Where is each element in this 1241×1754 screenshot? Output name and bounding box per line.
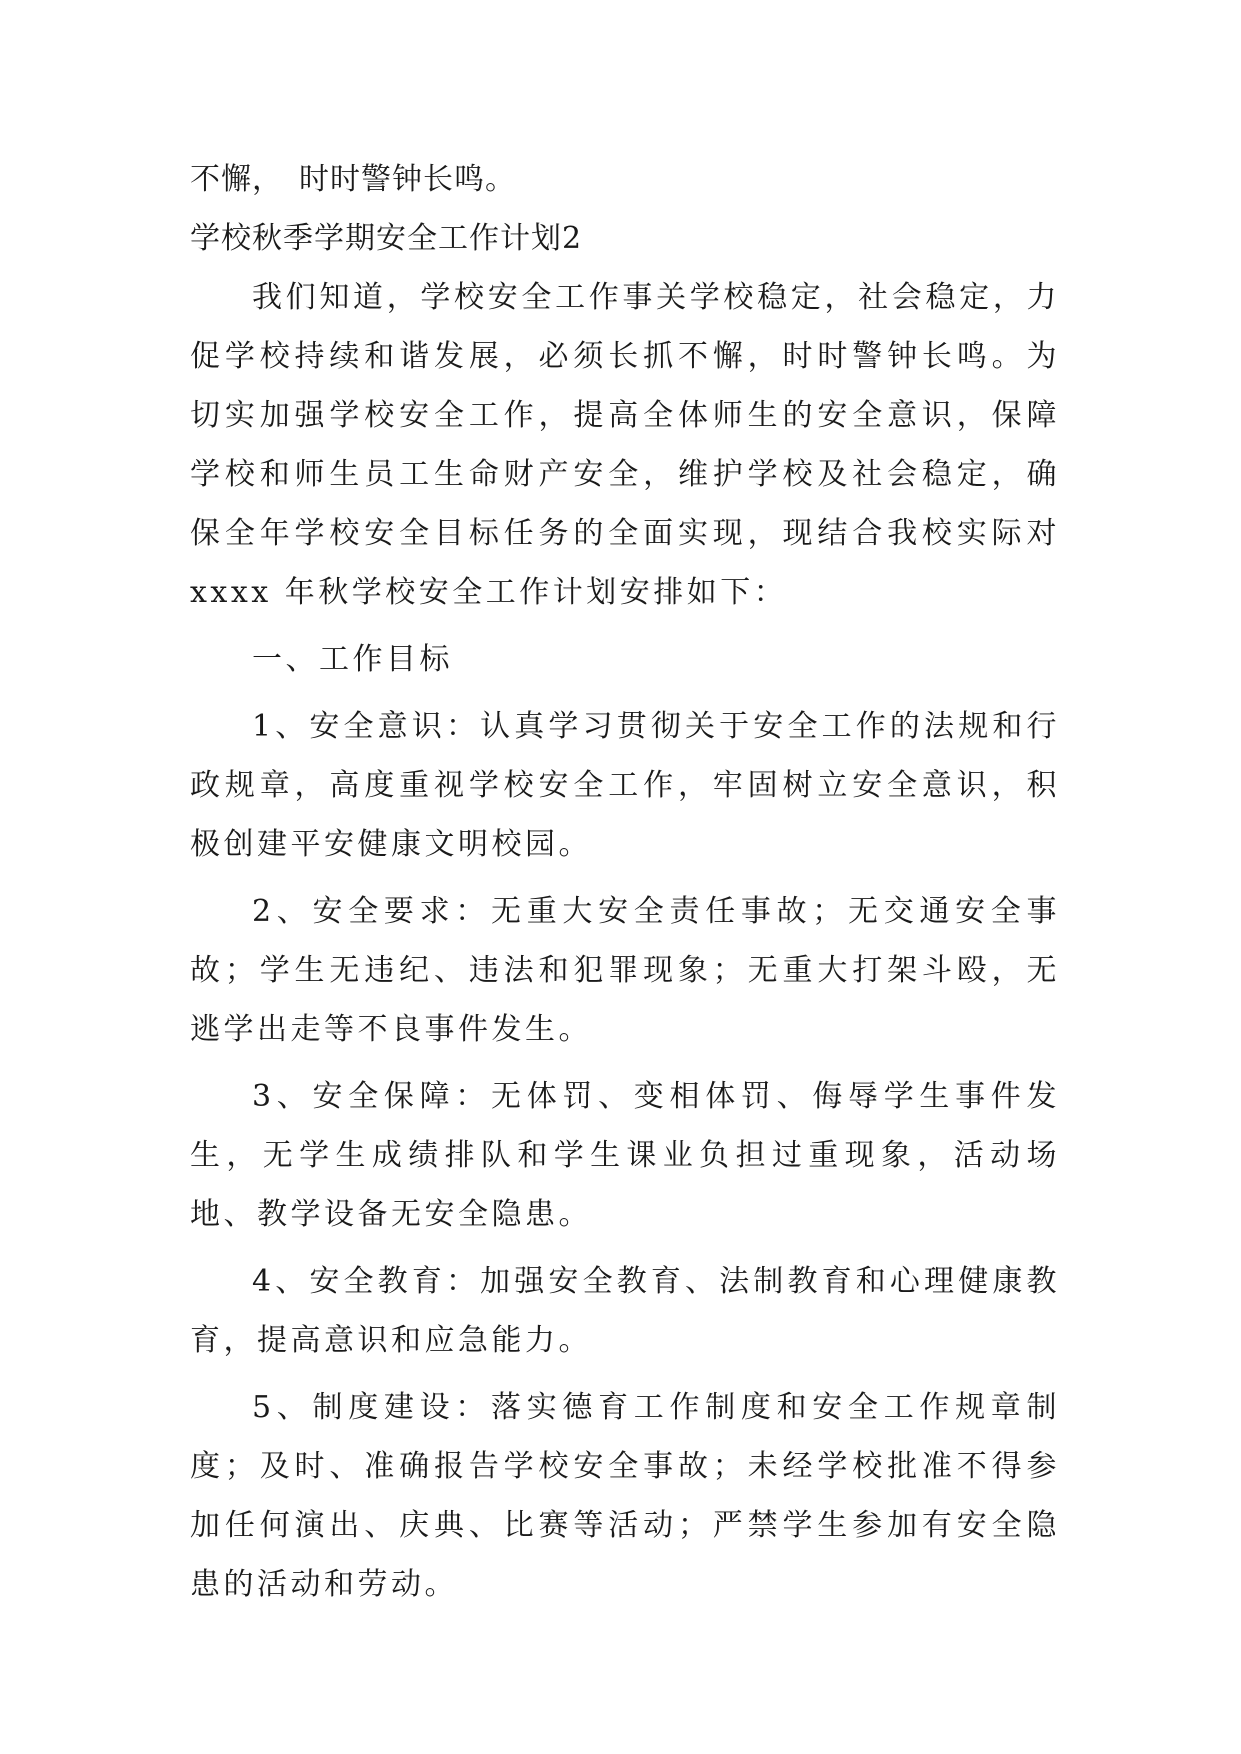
goal-item-1: 1、安全意识：认真学习贯彻关于安全工作的法规和行政规章，高度重视学校安全工作，牢固树立安全意识，积极创建平安健康文明校园。 <box>190 709 1060 862</box>
goal-item-3: 3、安全保障：无体罚、变相体罚、侮辱学生事件发生，无学生成绩排队和学生课业负担过重现象，活动场地、教学设备无安全隐患。 <box>190 1079 1060 1232</box>
intro-paragraph: 我们知道，学校安全工作事关学校稳定，社会稳定，力促学校持续和谐发展，必须长抓不懈，时时警钟长鸣。为切实加强学校安全工作，提高全体师生的安全意识，保障学校和师生员工生命财产安全，维护学校及社会稳定，确保全年学校安全目标任务的全面实现，现结合我校实际对 xxxx 年秋学校安全工作计划安排如下： <box>190 280 1060 610</box>
goal-item-4: 4、安全教育：加强安全教育、法制教育和心理健康教育，提高意识和应急能力。 <box>190 1264 1060 1358</box>
document-page <box>190 150 1060 1614</box>
goal-item-5: 5、制度建设：落实德育工作制度和安全工作规章制度；及时、准确报告学校安全事故；未经学校批准不得参加任何演出、庆典、比赛等活动；严禁学生参加有安全隐患的活动和劳动。 <box>190 1390 1060 1602</box>
section-heading: 学校秋季学期安全工作计划2 <box>190 221 583 256</box>
goal-item-2: 2、安全要求：无重大安全责任事故；无交通安全事故；学生无违纪、违法和犯罪现象；无重大打架斗殴，无逃学出走等不良事件发生。 <box>190 894 1060 1047</box>
continuation-line: 不懈， 时时警钟长鸣。 <box>190 162 516 197</box>
section-title-goals: 一、工作目标 <box>252 642 453 677</box>
